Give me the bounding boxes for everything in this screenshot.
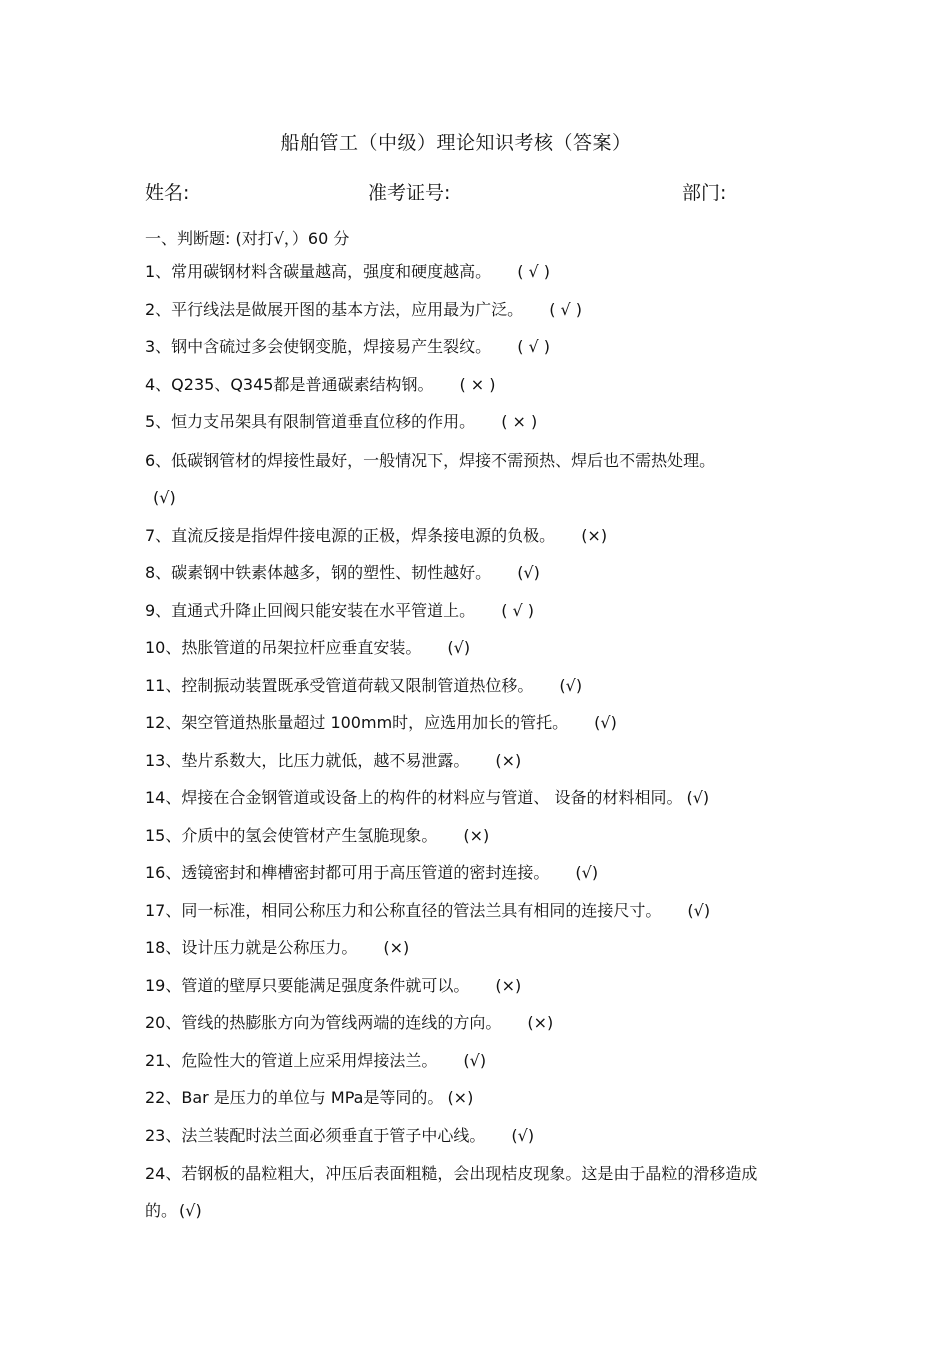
question-text: 19、管道的壁厚只要能满足强度条件就可以。 [145, 975, 470, 995]
page-title: 船舶管工（中级）理论知识考核（答案） [280, 132, 632, 154]
question-item [145, 1086, 825, 1110]
question-text: 5、恒力支吊架具有限制管道垂直位移的作用。 [145, 412, 476, 431]
question-item [145, 936, 825, 960]
question-text: 15、介质中的氢会使管材产生氢脆现象。 [145, 825, 438, 845]
question-text: 7、直流反接是指焊件接电源的正极，焊条接电源的负极。 [145, 525, 556, 545]
answer-mark: (×) [447, 1088, 474, 1107]
question-item [145, 1011, 825, 1035]
question-text: 24、若钢板的晶粒粗大，冲压后表面粗糙，会出现桔皮现象。这是由于晶粒的滑移造成的。 [145, 1164, 758, 1220]
answer-mark: (√) [517, 563, 540, 582]
question-item [145, 298, 825, 322]
answer-mark: (√) [447, 638, 471, 657]
question-item [145, 861, 825, 885]
answer-mark: ( × ) [459, 374, 496, 394]
answer-mark: (√) [575, 863, 599, 882]
question-item [145, 373, 825, 397]
question-text: 17、同一标准，相同公称压力和公称直径的管法兰具有相同的连接尺寸。 [145, 900, 662, 920]
answer-mark: (√) [463, 1050, 487, 1070]
question-text: 3、钢中含硫过多会使钢变脆，焊接易产生裂纹。 [145, 337, 492, 356]
department-label: 部门: [682, 182, 727, 204]
question-text: 13、垫片系数大，比压力就低，越不易泄露。 [145, 750, 470, 770]
answer-mark: ( √ ) [549, 299, 583, 319]
question-text: 12、架空管道热胀量超过 100mm时，应选用加长的管托。 [145, 713, 569, 732]
answer-mark: (×) [495, 975, 522, 995]
question-item [145, 824, 825, 848]
name-label: 姓名: [145, 182, 190, 204]
answer-mark: (√) [687, 900, 711, 920]
answer-mark: (×) [463, 825, 490, 845]
question-item [145, 786, 825, 810]
question-item [145, 899, 825, 923]
question-text: 1、常用碳钢材料含碳量越高，强度和硬度越高。 [145, 262, 492, 281]
question-item [145, 335, 825, 359]
answer-mark: (×) [527, 1013, 554, 1032]
question-item [145, 442, 785, 516]
question-text: 10、热胀管道的吊架拉杆应垂直安装。 [145, 638, 422, 657]
question-text: 4、Q235、Q345都是普通碳素结构钢。 [145, 374, 434, 394]
question-item [145, 1124, 825, 1148]
answer-mark: (√) [511, 1125, 535, 1145]
question-item [145, 524, 825, 548]
question-item [145, 599, 825, 623]
question-text: 2、平行线法是做展开图的基本方法，应用最为广泛。 [145, 299, 524, 319]
question-text: 6、低碳钢管材的焊接性最好，一般情况下，焊接不需预热、焊后也不需热处理。 [145, 450, 716, 470]
question-text: 22、Bar 是压力的单位与 MPa是等同的。 [145, 1088, 444, 1107]
question-text: 16、透镜密封和榫槽密封都可用于高压管道的密封连接。 [145, 863, 550, 882]
answer-mark: (×) [581, 525, 608, 545]
question-text: 23、法兰装配时法兰面必须垂直于管子中心线。 [145, 1125, 486, 1145]
question-item [145, 1049, 825, 1073]
question-item [145, 561, 825, 585]
exam-number-label: 准考证号: [368, 182, 451, 204]
question-item [145, 674, 825, 698]
question-item [145, 636, 825, 660]
answer-mark: (√) [594, 713, 617, 732]
candidate-fields [0, 178, 950, 208]
answer-mark: (√) [559, 675, 583, 695]
answer-mark: ( √ ) [517, 262, 551, 281]
answer-mark: ( × ) [501, 412, 538, 431]
question-item [145, 711, 825, 735]
answer-mark: (√) [179, 1201, 202, 1220]
answer-mark: (×) [383, 938, 410, 957]
question-text: 18、设计压力就是公称压力。 [145, 938, 358, 957]
question-text: 20、管线的热膨胀方向为管线两端的连线的方向。 [145, 1013, 502, 1032]
question-list [145, 260, 825, 1243]
question-item [145, 974, 825, 998]
question-item [145, 410, 825, 434]
answer-mark: ( √ ) [501, 600, 535, 620]
question-text: 9、直通式升降止回阀只能安装在水平管道上。 [145, 600, 476, 620]
question-item [145, 1155, 785, 1229]
answer-mark: (×) [495, 750, 522, 770]
question-text: 21、危险性大的管道上应采用焊接法兰。 [145, 1050, 438, 1070]
answer-mark: ( √ ) [517, 337, 551, 356]
question-text: 14、焊接在合金钢管道或设备上的构件的材料应与管道、 设备的材料相同。 [145, 788, 683, 807]
question-item [145, 749, 825, 773]
question-text: 8、碳素钢中铁素体越多，钢的塑性、韧性越好。 [145, 563, 492, 582]
question-item [145, 260, 825, 284]
answer-mark: (√) [686, 788, 710, 807]
answer-mark: (√) [153, 487, 176, 507]
section-heading: 一、判断题: (对打√，）60 分 [145, 229, 350, 248]
question-text: 11、控制振动装置既承受管道荷载又限制管道热位移。 [145, 675, 534, 695]
